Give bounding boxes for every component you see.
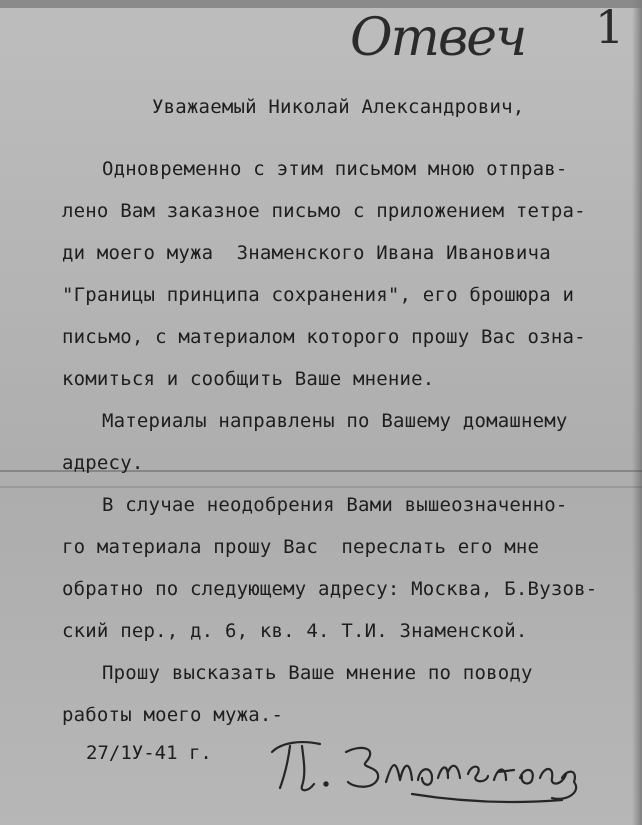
paragraph-2-line: Материалы направлены по Вашему домашнему	[102, 410, 568, 432]
paragraph-1-line: ди моего мужа Знаменского Ивана Ивановича	[62, 242, 551, 264]
paragraph-1-line: лено Вам заказное письмо с приложением тетра-	[62, 200, 586, 222]
paragraph-1-line: комиться и сообщить Ваше мнение.	[62, 368, 435, 390]
paragraph-2-line: адресу.	[62, 452, 144, 474]
paragraph-1-line: письмо, с материалом которого прошу Вас озна-	[62, 326, 586, 348]
page-top-edge	[0, 0, 642, 8]
paper-fold-line-secondary	[0, 486, 642, 488]
paragraph-3-line: В случае неодобрения Вами вышеозначенно-	[102, 494, 568, 516]
paragraph-1-line: "Границы принципа сохранения", его брошюра и	[62, 284, 575, 306]
paragraph-3-line: го материала прошу Вас переслать его мне	[62, 536, 540, 558]
handwritten-signature	[262, 722, 592, 812]
greeting: Уважаемый Николай Александрович,	[152, 96, 525, 118]
paragraph-4-line: Прошу высказать Ваше мнение по поводу	[102, 662, 533, 684]
paragraph-4-line: работы моего мужа.-	[62, 704, 284, 726]
letter-date: 27/1У-41 г.	[86, 742, 212, 764]
paragraph-3-line: обратно по следующему адресу: Москва, Б.Вузов-	[62, 578, 598, 600]
paragraph-1-line: Одновременно с этим письмом мною отправ-	[102, 158, 568, 180]
handwritten-annotation: Отвеч	[350, 8, 526, 68]
paragraph-3-line: ский пер., д. 6, кв. 4. Т.И. Знаменской.	[62, 620, 528, 642]
page-right-edge	[632, 0, 642, 825]
handwritten-page-number: 1	[595, 0, 625, 54]
